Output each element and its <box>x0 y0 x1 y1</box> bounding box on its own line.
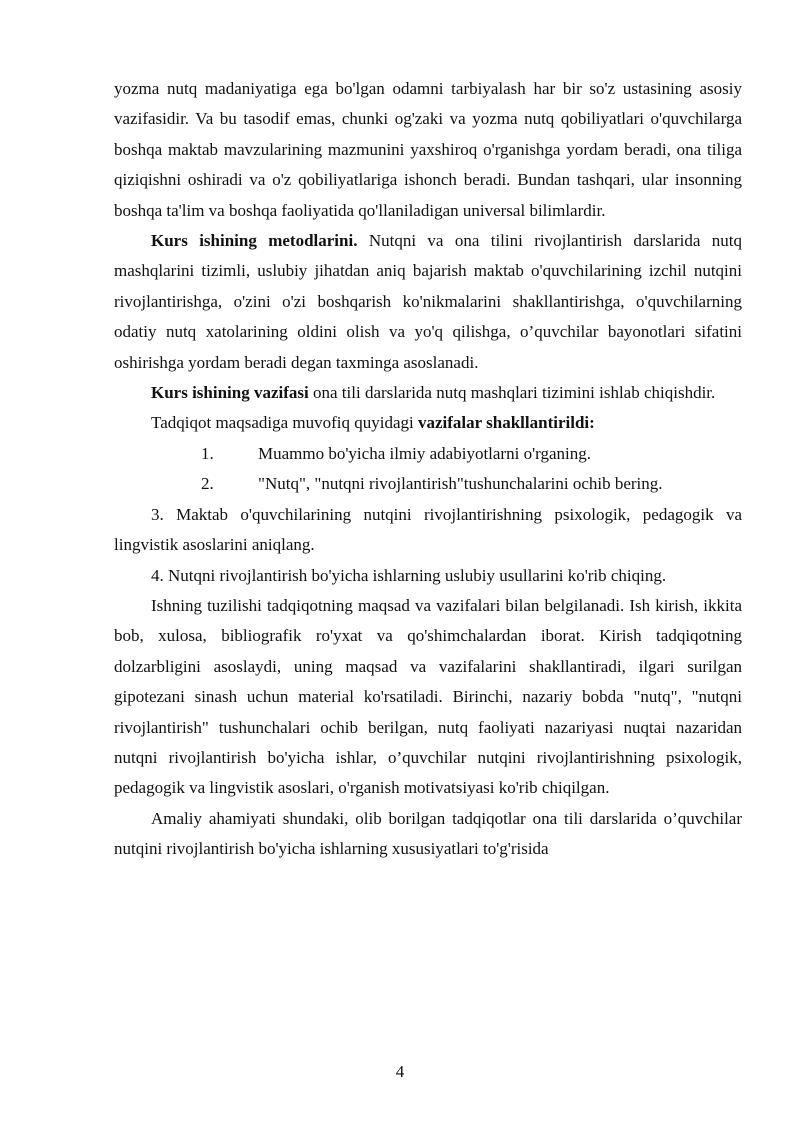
methods-text: Nutqni va ona tilini rivojlantirish darslarida nutq mashqlarini tizimli, uslubiy jihatdan aniq bajarish maktab o'quvchilarining izchil nutqini rivojlantirishga, o'zini o'zi boshqarish ko'nikmalarini shakllantirishga, o'quvchilarning odatiy nutq xatolarining oldini olish va yo'q qilishga, o’quvchilar bayonotlari sifatini oshirishga yordam beradi degan taxminga asoslanadi. <box>114 231 743 372</box>
paragraph-structure: Ishning tuzilishi tadqiqotning maqsad va vazifalari bilan belgilanadi. Ish kirish, ikkita bob, xulosa, bibliografik ro'yxat va qo'shimchalardan iborat. Kirish tadqiqotning dolzarbligini asoslaydi, uning maqsad va vazifalarini shakllantiradi, ilgari surilgan gipotezani sinash uchun material ko'rsatiladi. Birinchi, nazariy bobda "nutq", "nutqni rivojlantirish" tushunchalari ochib berilgan, nutq faoliyati nazariyasi nuqtai nazaridan nutqni rivojlantirish bo'yicha ishlar, o’quvchilar nutqini rivojlantirishning psixologik, pedagogik va lingvistik asoslari, o'rganish motivatsiyasi ko'rib chiqilgan. <box>114 595 742 798</box>
paragraph-methods <box>114 226 742 378</box>
paragraph-item-4: 4. Nutqni rivojlantirish bo'yicha ishlarning uslubiy usullarini ko'rib chiqing. <box>151 565 667 585</box>
list-item-number: 1. <box>201 443 214 463</box>
list-item <box>114 469 742 499</box>
objectives-text: Tadqiqot maqsadiga muvofiq quyidagi <box>151 413 418 433</box>
task-text: ona tili darslarida nutq mashqlari tizimini ishlab chiqishdir. <box>308 383 716 403</box>
paragraph-intro: yozma nutq madaniyatiga ega bo'lgan odamni tarbiyalash har bir so'z ustasining asosiy vazifasidir. Va bu tasodif emas, chunki og'zaki va yozma nutq qobiliyatlari o'quvchilarga boshqa maktab mavzularining mazmunini yaxshiroq o'rganishga yordam beradi, ona tiliga qiziqishni oshiradi va o'z qobiliyatlariga ishonch beradi. Bundan tashqari, ular insonning boshqa ta'lim va boshqa faoliyatida qo'llaniladigan universal bilimlardir. <box>114 79 742 220</box>
list-item-text: "Nutq", "nutqni rivojlantirish"tushunchalarini ochib bering. <box>258 474 663 494</box>
document-page <box>114 74 742 865</box>
page-number: 4 <box>395 1062 405 1081</box>
paragraph-objectives <box>114 408 742 438</box>
list-item <box>114 439 742 469</box>
paragraph-practical: Amaliy ahamiyati shundaki, olib borilgan tadqiqotlar ona tili darslarida o’quvchilar nutqini rivojlantirish bo'yicha ishlarning xususiyatlari to'g'risida <box>114 808 742 859</box>
task-heading: Kurs ishining vazifasi <box>151 383 309 403</box>
paragraph-item-3: 3. Maktab o'quvchilarining nutqini rivojlantirishning psixologik, pedagogik va lingvistik asoslarini aniqlang. <box>114 504 742 555</box>
objectives-heading: vazifalar shakllantirildi: <box>418 413 595 433</box>
methods-heading: Kurs ishining metodlarini. <box>151 231 358 251</box>
paragraph-task <box>114 378 742 408</box>
list-item-text: Muammo bo'yicha ilmiy adabiyotlarni o'rganing. <box>258 443 592 463</box>
list-item-number: 2. <box>201 474 214 494</box>
